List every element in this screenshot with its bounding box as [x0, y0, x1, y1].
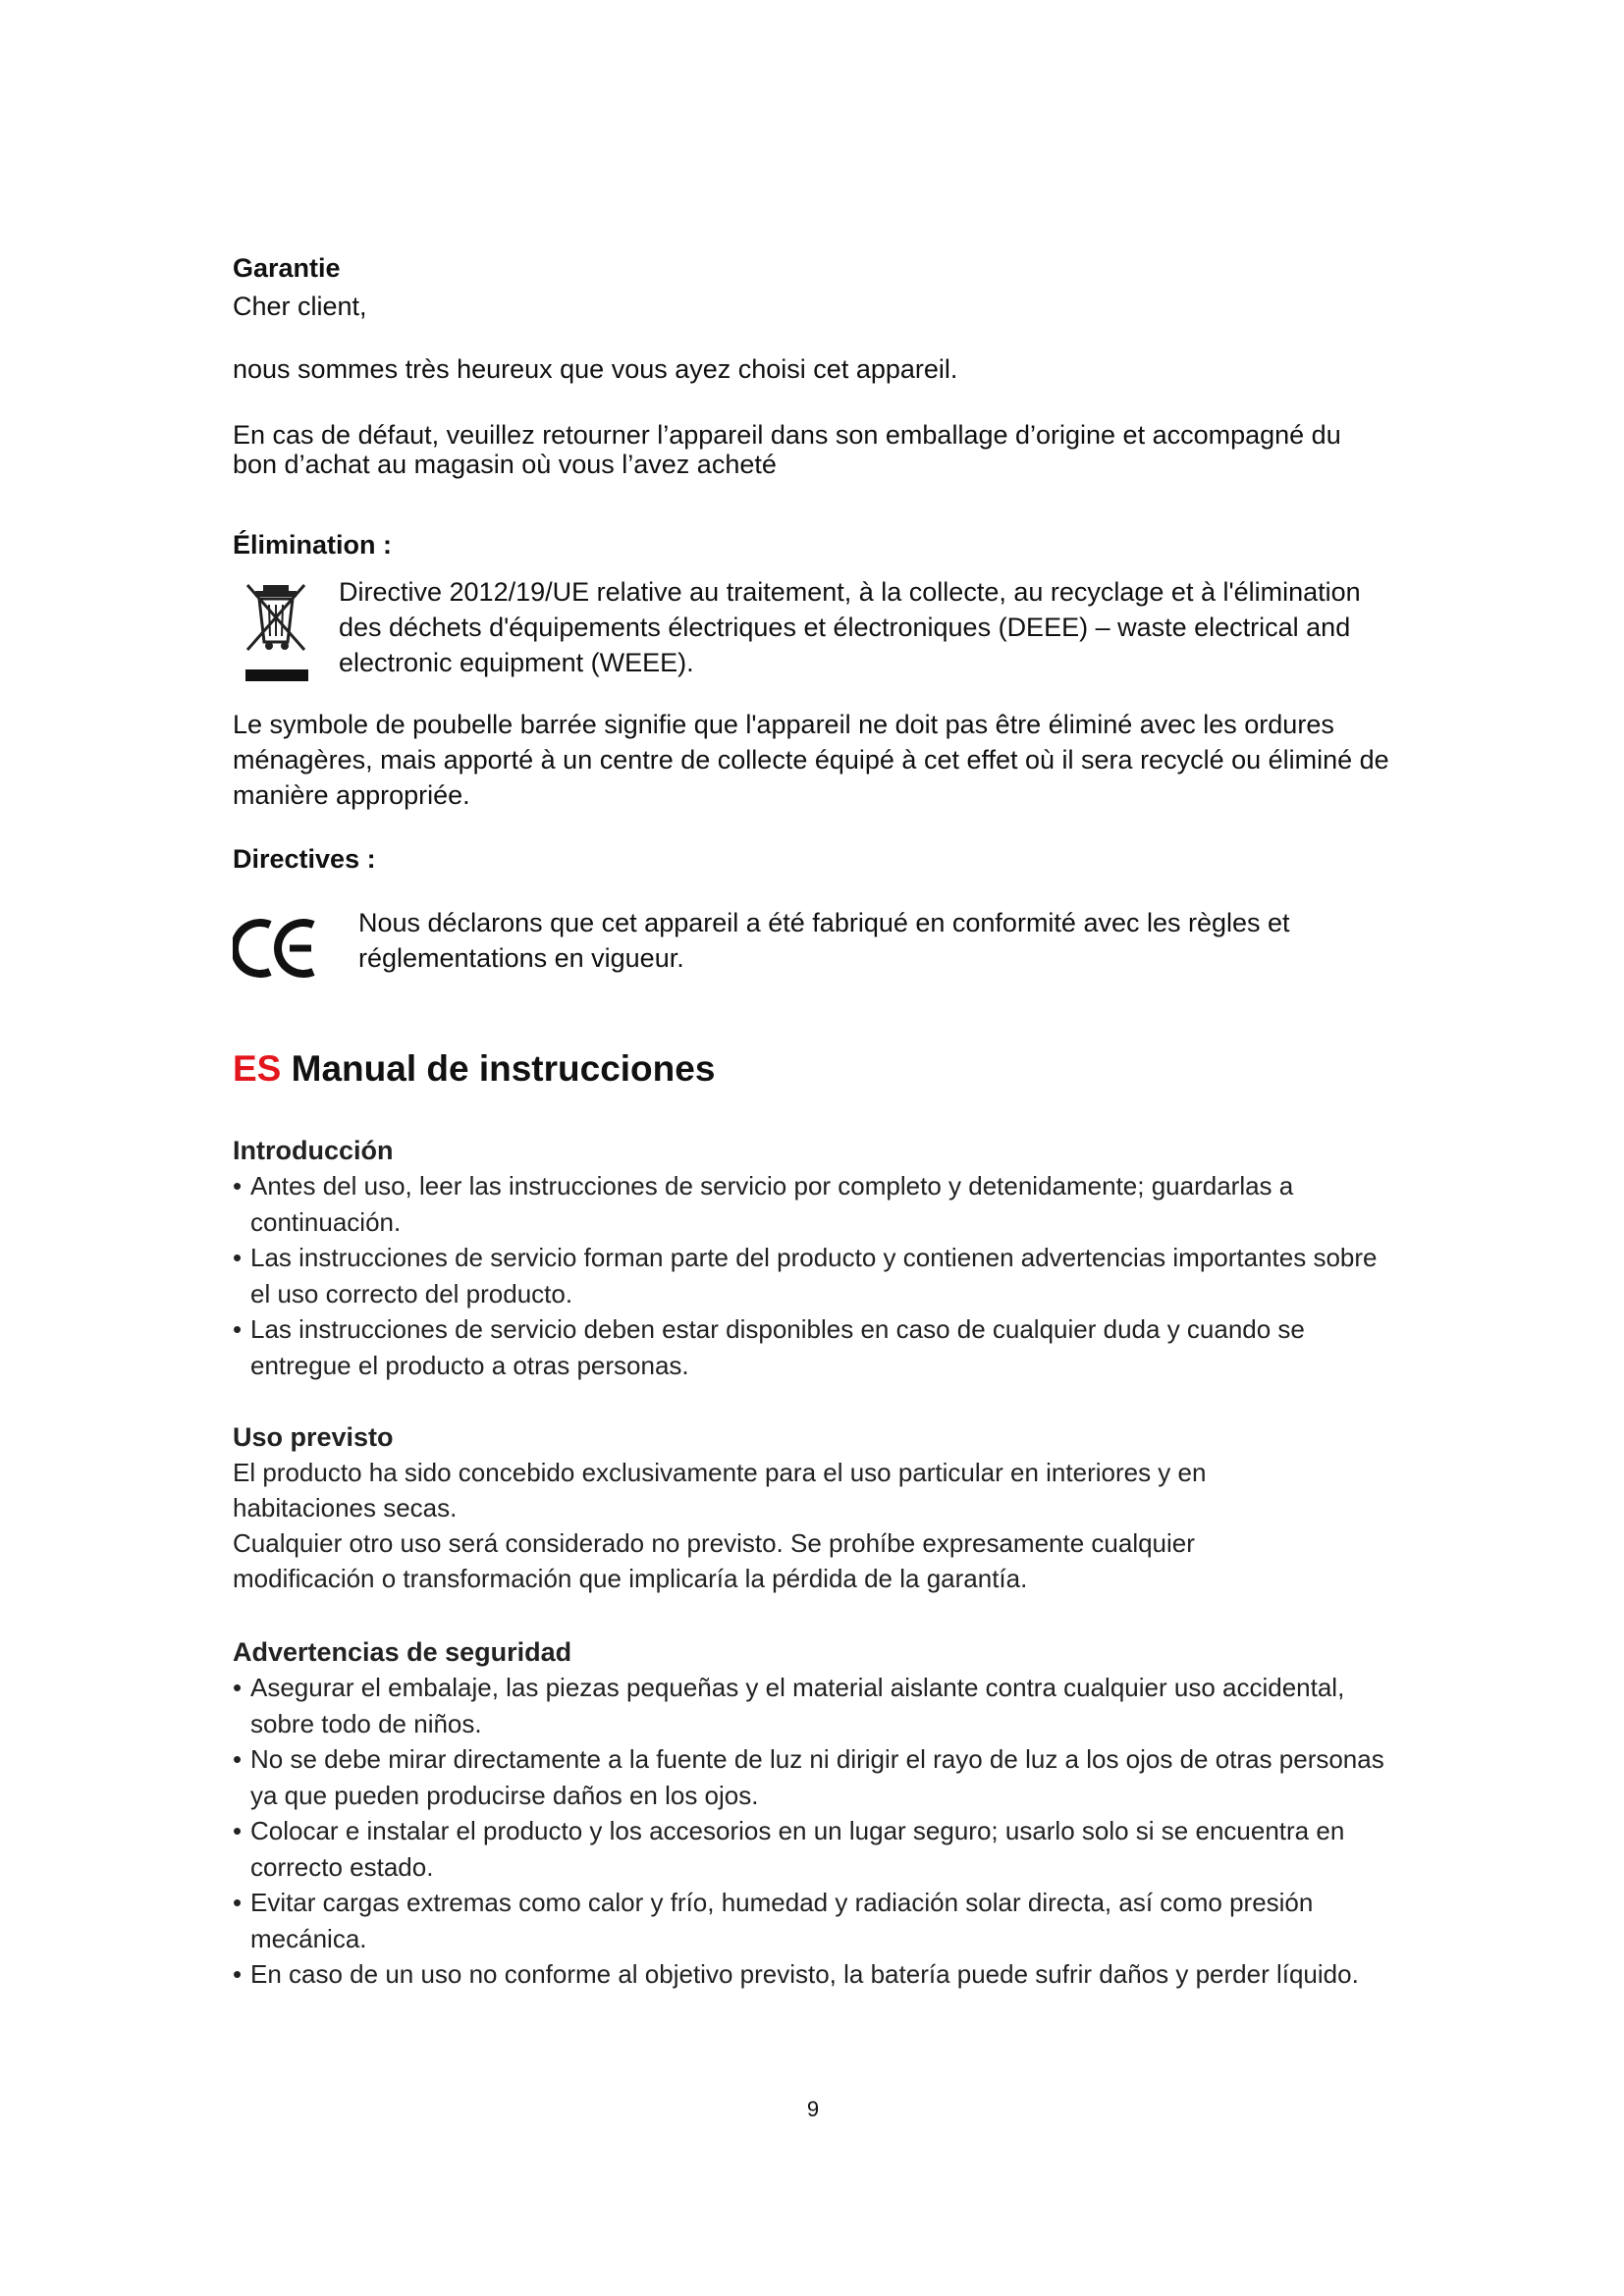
- manual-title-text: Manual de instrucciones: [291, 1048, 716, 1089]
- list-item: • Antes del uso, leer las instrucciones de servicio por completo y detenidamente; guardarlas a continuación.: [233, 1168, 1391, 1240]
- directives-text: Nous déclarons que cet appareil a été fabriqué en conformité avec les règles et réglementations en vigueur.: [358, 908, 1290, 973]
- garantie-heading: Garantie: [233, 253, 341, 283]
- introduccion-list: [233, 1168, 1391, 1383]
- language-code: ES: [233, 1048, 282, 1089]
- elimination-heading: Élimination :: [233, 530, 392, 560]
- list-item: • No se debe mirar directamente a la fuente de luz ni dirigir el rayo de luz a los ojos de otras personas ya que pueden producirse daños en los ojos.: [233, 1741, 1391, 1813]
- garantie-greeting: Cher client,: [233, 292, 367, 321]
- advertencias-heading: Advertencias de seguridad: [233, 1637, 572, 1667]
- list-item: • Evitar cargas extremas como calor y frío, humedad y radiación solar directa, así como presión mecánica.: [233, 1885, 1391, 1956]
- list-item: • Colocar e instalar el producto y los accesorios en un lugar seguro; usarlo solo si se encuentra en correcto estado.: [233, 1813, 1391, 1885]
- weee-directive-text: Directive 2012/19/UE relative au traitement, à la collecte, au recyclage et à l'élimination des déchets d'équipements électriques et électroniques (DEEE) – waste electrical and electronic equipment (WEEE).: [339, 577, 1361, 677]
- list-item: • Las instrucciones de servicio forman parte del producto y contienen advertencias importantes sobre el uso correcto del producto.: [233, 1240, 1391, 1311]
- garantie-paragraph-2: En cas de défaut, veuillez retourner l’appareil dans son emballage d’origine et accompagné du bon d’achat au magasin où vous l’avez acheté: [233, 420, 1341, 479]
- manual-title: [233, 1048, 715, 1090]
- list-item: • Asegurar el embalaje, las piezas pequeñas y el material aislante contra cualquier uso accidental, sobre todo de niños.: [233, 1670, 1391, 1741]
- list-item: • Las instrucciones de servicio deben estar disponibles en caso de cualquier duda y cuando se entregue el producto a otras personas.: [233, 1311, 1391, 1383]
- directives-heading: Directives :: [233, 844, 376, 874]
- introduccion-heading: Introducción: [233, 1136, 394, 1165]
- list-item: • En caso de un uso no conforme al objetivo previsto, la batería puede sufrir daños y perder líquido.: [233, 1956, 1391, 1993]
- weee-crossed-bin-icon: [242, 579, 312, 685]
- uso-paragraph-1: El producto ha sido concebido exclusivamente para el uso particular en interiores y en habitaciones secas.: [233, 1458, 1207, 1522]
- uso-paragraph-2: Cualquier otro uso será considerado no previsto. Se prohíbe expresamente cualquier modificación o transformación que implicaría la pérdida de la garantía.: [233, 1528, 1195, 1593]
- page-number: 9: [806, 2097, 820, 2121]
- ce-mark-icon: [233, 917, 321, 980]
- elimination-paragraph: Le symbole de poubelle barrée signifie que l'appareil ne doit pas être éliminé avec les ordures ménagères, mais apporté à un centre de collecte équipé à cet effet où il sera recyclé ou éliminé de manière appropriée.: [233, 710, 1389, 810]
- advertencias-list: [233, 1670, 1391, 1993]
- uso-previsto-heading: Uso previsto: [233, 1422, 394, 1452]
- garantie-paragraph-1: nous sommes très heureux que vous ayez choisi cet appareil.: [233, 354, 958, 384]
